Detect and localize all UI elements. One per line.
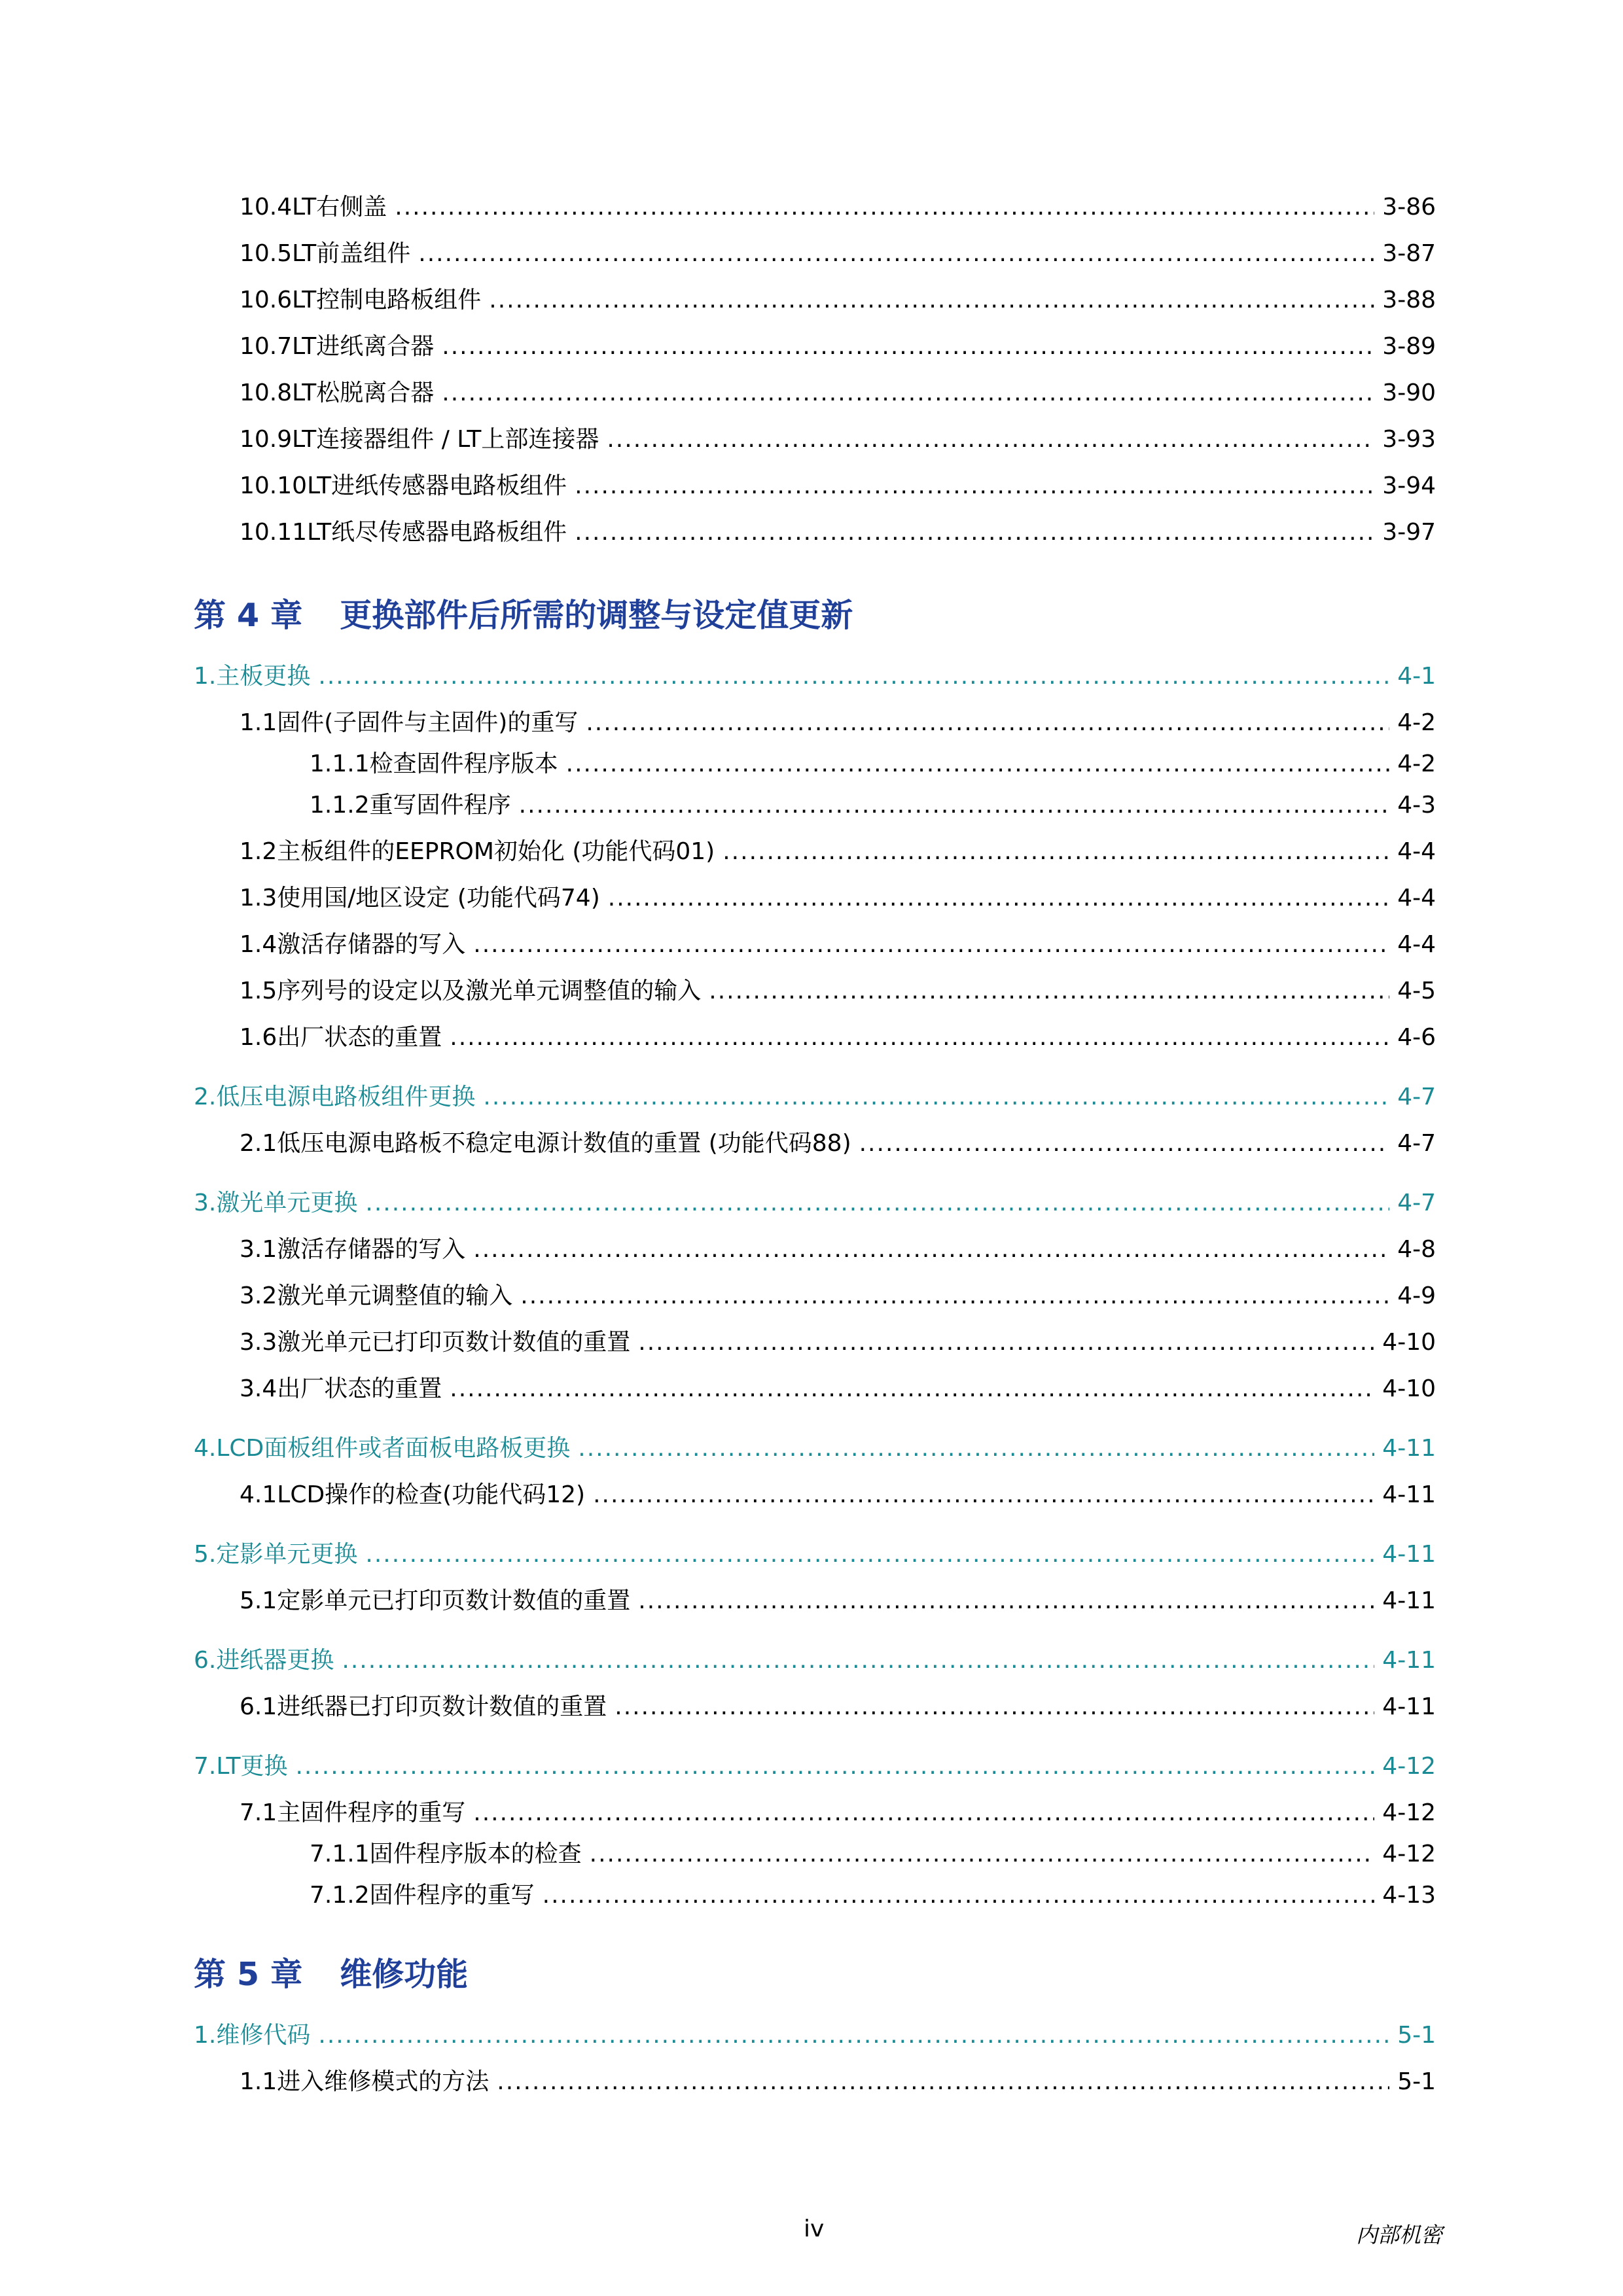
dot-leader xyxy=(543,1882,1375,1909)
toc-page-number: 4-7 xyxy=(1397,1190,1436,1216)
dot-leader xyxy=(519,792,1390,819)
toc-page-number: 4-7 xyxy=(1397,1084,1436,1110)
toc-subentry[interactable] xyxy=(310,1877,1436,1910)
toc-title: LT进纸离合器 xyxy=(292,333,435,360)
toc-number: 4. xyxy=(194,1435,217,1462)
toc-title: LT松脱离合器 xyxy=(292,380,435,406)
dot-leader xyxy=(575,472,1374,499)
toc-page-number: 4-4 xyxy=(1397,931,1436,958)
chapter-title: 更换部件后所需的调整与设定值更新 xyxy=(340,597,853,634)
toc-title: 维修代码 xyxy=(216,2022,311,2049)
toc-entry[interactable] xyxy=(240,833,1436,866)
toc-number: 1.1.1 xyxy=(310,751,370,777)
toc-page-number: 3-94 xyxy=(1382,472,1436,499)
dot-leader xyxy=(590,1841,1375,1867)
confidential-label: 内部机密 xyxy=(1356,2222,1442,2248)
dot-leader xyxy=(859,1130,1390,1157)
toc-page-number: 4-13 xyxy=(1382,1882,1436,1909)
toc-number: 1.1 xyxy=(240,709,277,736)
toc-title: 检查固件程序版本 xyxy=(369,751,558,777)
toc-number: 6. xyxy=(194,1647,217,1674)
dot-leader xyxy=(318,663,1389,690)
toc-title: LT更换 xyxy=(216,1753,288,1780)
toc-title: LT前盖组件 xyxy=(292,240,411,267)
dot-leader xyxy=(607,426,1374,453)
toc-page-number: 3-93 xyxy=(1382,426,1436,453)
toc-number: 3.3 xyxy=(240,1329,277,1356)
toc-title: LT控制电路板组件 xyxy=(292,287,482,313)
dot-leader xyxy=(638,1329,1374,1356)
toc-page-number: 4-11 xyxy=(1382,1435,1436,1462)
toc-page-number: 4-8 xyxy=(1397,1236,1436,1263)
toc-entry[interactable] xyxy=(240,1582,1436,1616)
dot-leader xyxy=(578,1435,1374,1462)
toc-title: 进入维修模式的方法 xyxy=(277,2068,490,2095)
toc-page-number: 3-89 xyxy=(1382,333,1436,360)
toc-number: 3.1 xyxy=(240,1236,277,1263)
toc-title: 固件(子固件与主固件)的重写 xyxy=(277,709,579,736)
toc-page-number: 4-11 xyxy=(1382,1481,1436,1508)
toc-title: 激光单元调整值的输入 xyxy=(277,1282,513,1309)
dot-leader xyxy=(418,240,1374,267)
toc-number: 10.10 xyxy=(240,472,308,499)
dot-leader xyxy=(593,1481,1374,1508)
toc-number: 4.1 xyxy=(240,1481,277,1508)
toc-page-number: 4-3 xyxy=(1397,792,1436,819)
toc-title: 定影单元已打印页数计数值的重置 xyxy=(277,1587,631,1614)
toc-number: 10.7 xyxy=(240,333,293,360)
toc-title: 定影单元更换 xyxy=(216,1541,358,1568)
toc-title: 激活存储器的写入 xyxy=(277,931,466,958)
toc-page-number: 3-87 xyxy=(1382,240,1436,267)
toc-entry[interactable] xyxy=(240,1476,1436,1510)
toc-page-number: 4-4 xyxy=(1397,838,1436,865)
dot-leader xyxy=(450,1024,1389,1051)
toc-title: 低压电源电路板不稳定电源计数值的重置 (功能代码88) xyxy=(277,1130,851,1157)
toc-page-number: 4-10 xyxy=(1382,1329,1436,1356)
toc-entry[interactable] xyxy=(240,926,1436,959)
chapter-heading[interactable] xyxy=(194,1949,468,1995)
toc-page-number: 4-11 xyxy=(1382,1693,1436,1720)
toc-title: 出厂状态的重置 xyxy=(277,1375,442,1402)
toc-number: 1.6 xyxy=(240,1024,277,1051)
toc-section-entry[interactable] xyxy=(194,1184,1436,1218)
toc-number: 2. xyxy=(194,1084,217,1110)
toc-page-number: 4-5 xyxy=(1397,978,1436,1004)
toc-section-entry[interactable] xyxy=(194,1642,1436,1675)
chapter-title: 维修功能 xyxy=(340,1956,469,1993)
toc-entry[interactable] xyxy=(240,421,1436,454)
toc-page-number: 3-90 xyxy=(1382,380,1436,406)
toc-entry[interactable] xyxy=(240,1125,1436,1158)
toc-number: 1. xyxy=(194,663,217,690)
toc-entry[interactable] xyxy=(240,1688,1436,1722)
toc-title: 出厂状态的重置 xyxy=(277,1024,442,1051)
toc-number: 1.4 xyxy=(240,931,277,958)
toc-subentry[interactable] xyxy=(310,786,1436,820)
dot-leader xyxy=(566,751,1390,777)
dot-leader xyxy=(489,287,1374,313)
dot-leader xyxy=(608,885,1389,911)
toc-number: 10.4 xyxy=(240,194,293,221)
toc-title: 进纸器更换 xyxy=(216,1647,334,1674)
toc-entry[interactable] xyxy=(240,1324,1436,1357)
toc-entry[interactable] xyxy=(240,1231,1436,1264)
toc-page-number: 3-86 xyxy=(1382,194,1436,221)
toc-number: 6.1 xyxy=(240,1693,277,1720)
dot-leader xyxy=(365,1190,1389,1216)
dot-leader xyxy=(497,2068,1389,2095)
toc-title: LCD面板组件或者面板电路板更换 xyxy=(216,1435,571,1462)
toc-entry[interactable] xyxy=(240,374,1436,408)
dot-leader xyxy=(483,1084,1389,1110)
toc-page-number: 4-7 xyxy=(1397,1130,1436,1157)
toc-number: 7.1.2 xyxy=(310,1882,370,1909)
toc-entry[interactable] xyxy=(240,514,1436,547)
toc-title: LT右侧盖 xyxy=(292,194,387,221)
dot-leader xyxy=(575,519,1374,546)
dot-leader xyxy=(473,1236,1389,1263)
toc-page-number: 5-1 xyxy=(1397,2022,1436,2049)
toc-entry[interactable] xyxy=(240,1019,1436,1052)
toc-title: 序列号的设定以及激光单元调整值的输入 xyxy=(277,978,702,1004)
toc-entry[interactable] xyxy=(240,1370,1436,1404)
toc-number: 1.1 xyxy=(240,2068,277,2095)
toc-entry[interactable] xyxy=(240,2063,1436,2096)
toc-page-number: 3-88 xyxy=(1382,287,1436,313)
toc-title: 激光单元更换 xyxy=(216,1190,358,1216)
toc-title: LT进纸传感器电路板组件 xyxy=(307,472,567,499)
toc-page-number: 4-12 xyxy=(1382,1799,1436,1826)
toc-title: LT连接器组件 / LT上部连接器 xyxy=(292,426,599,453)
toc-number: 3.4 xyxy=(240,1375,277,1402)
toc-page-number: 4-1 xyxy=(1397,663,1436,690)
toc-page-number: 4-11 xyxy=(1382,1647,1436,1674)
dot-leader xyxy=(395,194,1374,221)
dot-leader xyxy=(442,380,1374,406)
toc-page-number: 3-97 xyxy=(1382,519,1436,546)
toc-number: 10.5 xyxy=(240,240,293,267)
dot-leader xyxy=(520,1282,1389,1309)
toc-title: 主板更换 xyxy=(216,663,311,690)
dot-leader xyxy=(318,2022,1389,2049)
dot-leader xyxy=(473,1799,1374,1826)
toc-section-entry[interactable] xyxy=(194,1078,1436,1112)
chapter-number: 第 5 章 xyxy=(194,1956,303,1993)
toc-title: 低压电源电路板组件更换 xyxy=(216,1084,476,1110)
toc-entry[interactable] xyxy=(240,235,1436,268)
dot-leader xyxy=(709,978,1389,1004)
toc-page-number: 4-12 xyxy=(1382,1753,1436,1780)
toc-section-entry[interactable] xyxy=(194,1748,1436,1781)
toc-entry[interactable] xyxy=(240,328,1436,361)
toc-title: 使用国/地区设定 (功能代码74) xyxy=(277,885,600,911)
toc-page-number: 4-10 xyxy=(1382,1375,1436,1402)
toc-number: 10.9 xyxy=(240,426,293,453)
chapter-heading[interactable] xyxy=(194,590,853,636)
dot-leader xyxy=(722,838,1389,865)
dot-leader xyxy=(295,1753,1374,1780)
toc-entry[interactable] xyxy=(240,281,1436,315)
toc-number: 3. xyxy=(194,1190,217,1216)
toc-page-number: 4-9 xyxy=(1397,1282,1436,1309)
toc-title: 固件程序版本的检查 xyxy=(369,1841,582,1867)
toc-title: 固件程序的重写 xyxy=(369,1882,535,1909)
dot-leader xyxy=(586,709,1389,736)
chapter-number: 第 4 章 xyxy=(194,597,303,634)
toc-number: 2.1 xyxy=(240,1130,277,1157)
toc-number: 5.1 xyxy=(240,1587,277,1614)
toc-number: 1. xyxy=(194,2022,217,2049)
toc-number: 3.2 xyxy=(240,1282,277,1309)
toc-title: LCD操作的检查(功能代码12) xyxy=(277,1481,586,1508)
toc-number: 10.8 xyxy=(240,380,293,406)
toc-number: 1.2 xyxy=(240,838,277,865)
toc-entry[interactable] xyxy=(240,188,1436,222)
toc-entry[interactable] xyxy=(240,1794,1436,1828)
dot-leader xyxy=(615,1693,1374,1720)
toc-page-number: 4-2 xyxy=(1397,751,1436,777)
toc-entry[interactable] xyxy=(240,704,1436,737)
toc-section-entry[interactable] xyxy=(194,658,1436,691)
toc-section-entry[interactable] xyxy=(194,1536,1436,1569)
dot-leader xyxy=(473,931,1389,958)
toc-entry[interactable] xyxy=(240,1277,1436,1311)
toc-page-number: 4-12 xyxy=(1382,1841,1436,1867)
dot-leader xyxy=(638,1587,1374,1614)
toc-number: 10.6 xyxy=(240,287,293,313)
toc-page-number: 4-4 xyxy=(1397,885,1436,911)
toc-title: LT纸尽传感器电路板组件 xyxy=(307,519,567,546)
toc-title: 主固件程序的重写 xyxy=(277,1799,466,1826)
toc-page-number: 4-2 xyxy=(1397,709,1436,736)
toc-number: 1.3 xyxy=(240,885,277,911)
toc-number: 5. xyxy=(194,1541,217,1568)
dot-leader xyxy=(450,1375,1374,1402)
toc-title: 主板组件的EEPROM初始化 (功能代码01) xyxy=(277,838,715,865)
toc-number: 1.5 xyxy=(240,978,277,1004)
dot-leader xyxy=(365,1541,1374,1568)
toc-page-number: 4-11 xyxy=(1382,1587,1436,1614)
toc-number: 7.1.1 xyxy=(310,1841,370,1867)
toc-entry[interactable] xyxy=(240,972,1436,1006)
toc-number: 1.1.2 xyxy=(310,792,370,819)
toc-title: 激光单元已打印页数计数值的重置 xyxy=(277,1329,631,1356)
toc-subentry[interactable] xyxy=(310,1835,1436,1869)
toc-subentry[interactable] xyxy=(310,745,1436,779)
dot-leader xyxy=(342,1647,1374,1674)
toc-title: 激活存储器的写入 xyxy=(277,1236,466,1263)
toc-entry[interactable] xyxy=(240,467,1436,501)
toc-page-number: 4-6 xyxy=(1397,1024,1436,1051)
toc-page-number: 4-11 xyxy=(1382,1541,1436,1568)
toc-section-entry[interactable] xyxy=(194,1430,1436,1463)
dot-leader xyxy=(442,333,1374,360)
toc-title: 重写固件程序 xyxy=(369,792,511,819)
toc-section-entry[interactable] xyxy=(194,2017,1436,2050)
toc-title: 进纸器已打印页数计数值的重置 xyxy=(277,1693,607,1720)
toc-number: 10.11 xyxy=(240,519,308,546)
page-number: iv xyxy=(804,2216,825,2242)
toc-page-number: 5-1 xyxy=(1397,2068,1436,2095)
toc-number: 7. xyxy=(194,1753,217,1780)
toc-number: 7.1 xyxy=(240,1799,277,1826)
toc-entry[interactable] xyxy=(240,879,1436,913)
